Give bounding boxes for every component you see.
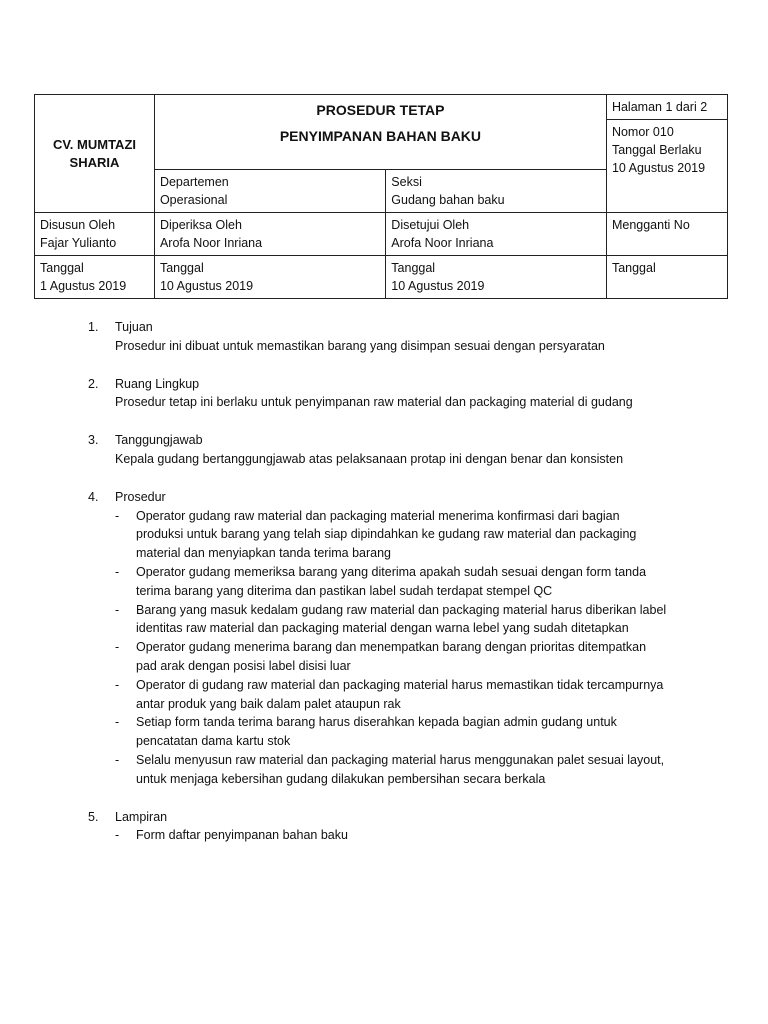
list-item: - Selalu menyusun raw material dan packaging material harus menggunakan palet sesuai layout, untuk menjaga kebersihan gudang dilakukan pembersihan secara berkala (115, 752, 665, 786)
bullet-dash: - (115, 715, 120, 730)
list-item: - Setiap form tanda terima barang harus diserahkan kepada bagian admin gudang untuk pencatatan dama kartu stok (115, 715, 617, 749)
list-item: - Operator gudang raw material dan packaging material menerima konfirmasi dari bagian produksi untuk barang yang telah siap dipindahkan ke gudang raw material dan packaging material dan menyiapkan tanda terima barang (115, 508, 637, 561)
section-text: Prosedur ini dibuat untuk memastikan barang yang disimpan sesuai dengan persyaratan (115, 338, 605, 353)
section-title: Prosedur (115, 489, 166, 504)
department-cell: Departemen Operasional (154, 170, 385, 213)
bullet-dash: - (115, 602, 120, 617)
procedure-steps (115, 507, 708, 789)
effective-date-label: Tanggal Berlaku (611, 143, 702, 157)
title-line-1: PROSEDUR TETAP (316, 102, 445, 118)
section-number: 1. (88, 320, 99, 334)
title-line-2: PENYIMPANAN BAHAN BAKU (279, 128, 482, 144)
bullet-dash: - (115, 828, 120, 843)
section-title: Tanggungjawab (115, 433, 203, 448)
section-number: 2. (88, 376, 99, 391)
bullet-dash: - (115, 564, 120, 579)
replaces-date-cell: Tanggal (606, 256, 727, 299)
approved-by-name: Arofa Noor Inriana (391, 236, 494, 250)
section-text: Kepala gudang bertanggungjawab atas pelaksanaan protap ini dengan benar dan konsisten (115, 451, 624, 466)
checked-by-name: Arofa Noor Inriana (159, 236, 263, 250)
section-value: Gudang bahan baku (391, 193, 505, 207)
document-number-cell (606, 120, 727, 213)
checked-by-cell: Diperiksa Oleh Arofa Noor Inriana (154, 213, 385, 256)
department-value: Operasional (159, 193, 228, 207)
section-title: Lampiran (115, 809, 168, 824)
section-ruang-lingkup (88, 375, 708, 413)
list-item: - Form daftar penyimpanan bahan baku (115, 826, 708, 845)
section-lampiran (88, 808, 708, 846)
bullet-dash: - (115, 508, 120, 523)
checked-date-cell: Tanggal 10 Agustus 2019 (154, 256, 385, 299)
prepared-by-cell: Disusun Oleh Fajar Yulianto (35, 213, 155, 256)
page-info: Halaman 1 dari 2 (606, 95, 727, 120)
approved-date-cell: Tanggal 10 Agustus 2019 (386, 256, 607, 299)
document-number: Nomor 010 (611, 125, 674, 139)
list-item: - Operator gudang menerima barang dan menempatkan barang dengan prioritas ditempatkan pad arak dengan posisi label disisi luar (115, 640, 647, 673)
section-cell: Seksi Gudang bahan baku (386, 170, 607, 213)
checked-date: 10 Agustus 2019 (159, 279, 254, 293)
replaces-number-cell: Mengganti No (606, 213, 727, 256)
section-tujuan (88, 318, 708, 356)
section-title: Tujuan (115, 320, 153, 334)
prepared-by-name: Fajar Yulianto (40, 236, 117, 250)
procedure-body (88, 318, 708, 864)
list-item: - Operator di gudang raw material dan packaging material harus memastikan tidak tercampurnya antar produk yang baik dalam palet ataupun rak (115, 677, 664, 711)
list-item: - Operator gudang memeriksa barang yang diterima apakah sudah sesuai dengan form tanda terima barang yang diterima dan pastikan label sudah terdapat stempel QC (115, 564, 647, 598)
effective-date: 10 Agustus 2019 (611, 161, 706, 175)
prepared-date: 1 Agustus 2019 (40, 279, 127, 293)
prepared-date-cell: Tanggal 1 Agustus 2019 (35, 256, 155, 299)
section-number: 5. (88, 809, 99, 824)
list-item: - Barang yang masuk kedalam gudang raw material dan packaging material harus diberikan label identitas raw material dan packaging material dengan warna lebel yang sudah ditetapkan (115, 602, 667, 636)
company-name: CV. MUMTAZI SHARIA (35, 95, 155, 213)
approved-date: 10 Agustus 2019 (391, 279, 485, 293)
section-tanggungjawab (88, 431, 708, 469)
section-number: 4. (88, 489, 99, 504)
section-prosedur (88, 488, 708, 789)
header-table (34, 94, 728, 299)
bullet-dash: - (115, 752, 120, 767)
attachment-list (115, 826, 708, 845)
section-text: Prosedur tetap ini berlaku untuk penyimpanan raw material dan packaging material di gudang (115, 395, 633, 410)
section-title: Ruang Lingkup (115, 376, 200, 391)
bullet-dash: - (115, 677, 120, 692)
section-number: 3. (88, 433, 99, 448)
document-title (154, 95, 606, 170)
approved-by-cell: Disetujui Oleh Arofa Noor Inriana (386, 213, 607, 256)
bullet-dash: - (115, 640, 120, 655)
